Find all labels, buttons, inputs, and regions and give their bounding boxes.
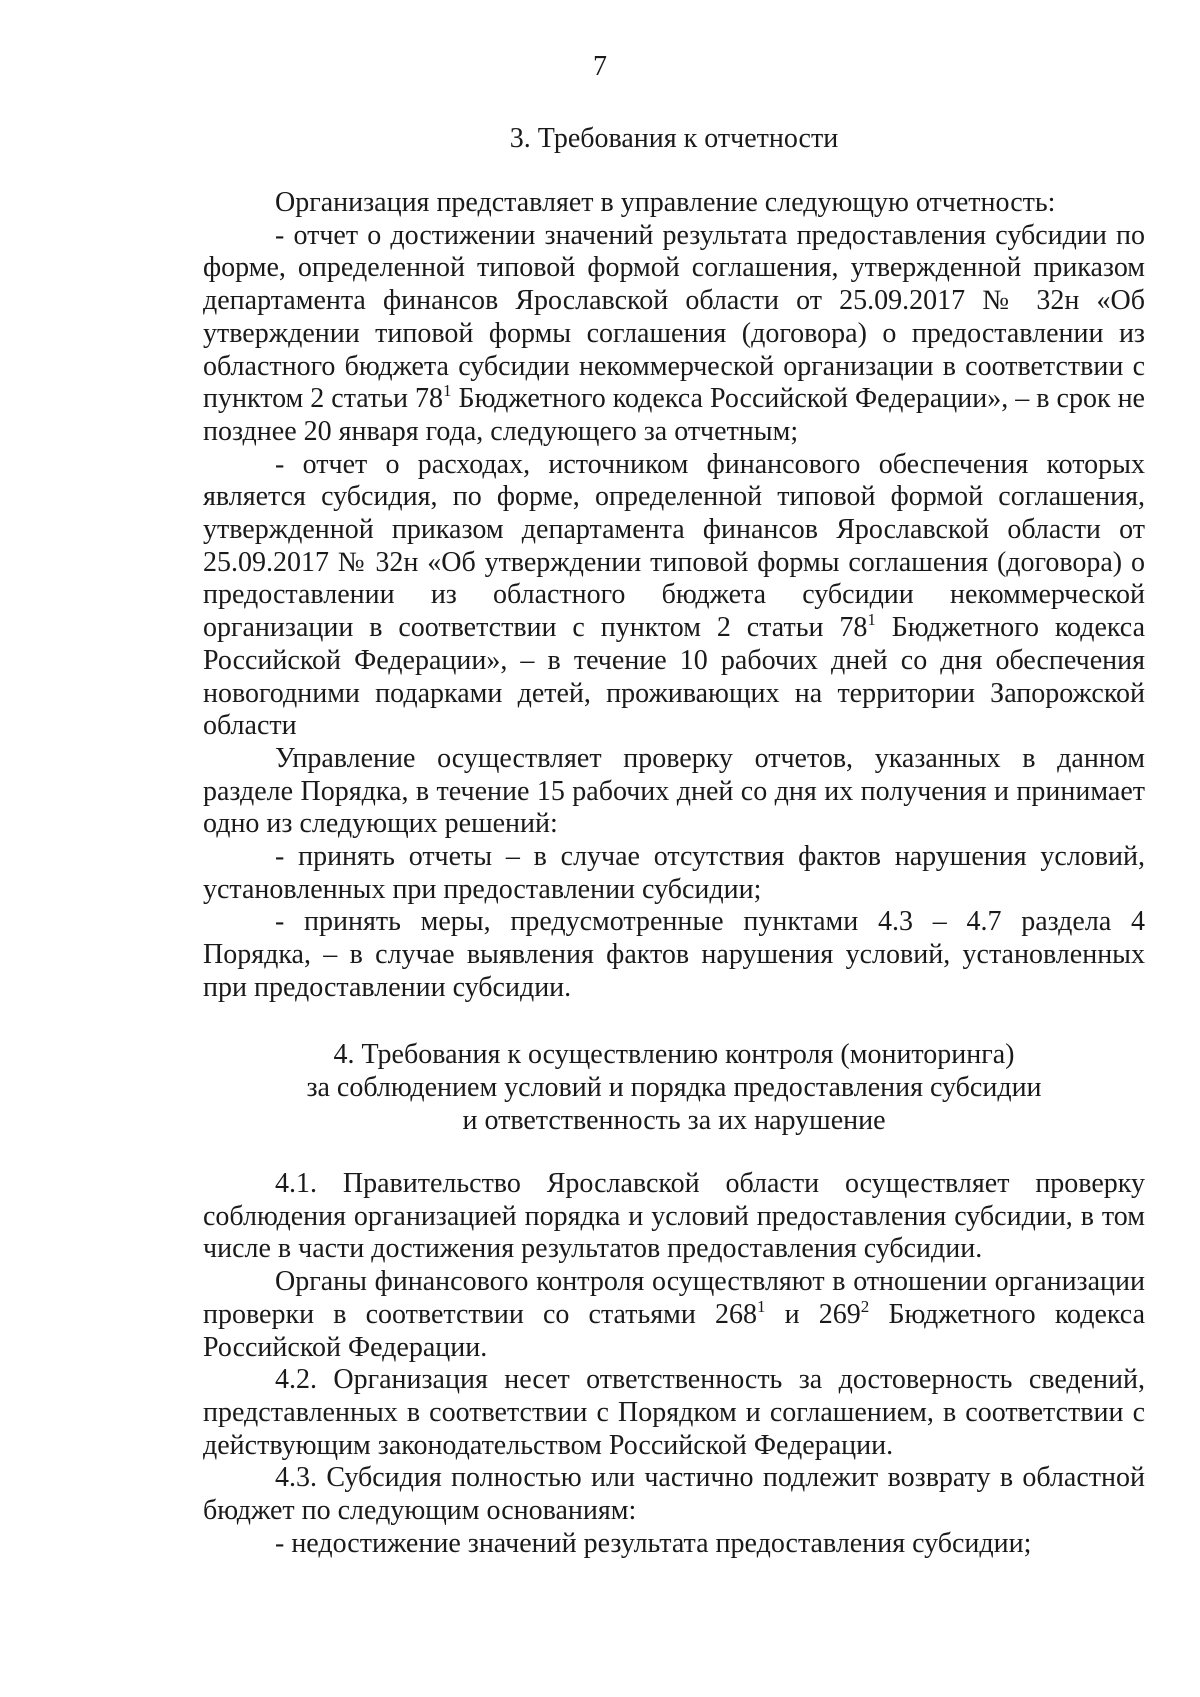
section-3-title	[160, 122, 1188, 155]
section-4-title	[160, 1038, 1188, 1137]
report-item-2	[203, 449, 1145, 743]
clause-4-1: 4.1. Правительство Ярославской области осуществляет проверку соблюдения организацией порядка и условий предоставления субсидии, в том числе в части достижения результатов предоставления субсидии.	[203, 1168, 1145, 1265]
report-item-1-text-a: - отчет о достижении значений результата предоставления субсидии по форме, определенной типовой формой соглашения, утвержденной приказом департамента финансов Ярославской области от 25.09.2017 № 32н «Об утверждении типовой формы соглашения (договора) о предоставлении из областного бюджета субсидии некоммерческой организации в соответствии с пунктом 2 статьи 78	[203, 219, 1145, 415]
report-item-1-text-b: Бюджетного кодекса Российской Федерации», – в срок не позднее 20 января года, следующего за отчетным;	[203, 383, 1145, 447]
section-3-body	[203, 187, 1145, 1005]
clause-4-2: 4.2. Организация несет ответственность за достоверность сведений, представленных в соответствии с Порядком и соглашением, в соответствии с действующим законодательством Российской Федерации.	[203, 1364, 1145, 1461]
report-item-1-sup: 1	[443, 381, 452, 401]
section-4-title-line-2: за соблюдением условий и порядка предоставления субсидии	[306, 1072, 1042, 1103]
clause-4-3-item-1: - недостижение значений результата предоставления субсидии;	[275, 1527, 1032, 1559]
clause-4-3: 4.3. Субсидия полностью или частично подлежит возврату в областной бюджет по следующим основаниям:	[203, 1462, 1145, 1527]
verification-paragraph: Управление осуществляет проверку отчетов, указанных в данном разделе Порядка, в течение 15 рабочих дней со дня их получения и принимает одно из следующих решений:	[203, 742, 1145, 840]
page-number: 7	[593, 51, 607, 82]
section-4-body	[203, 1168, 1145, 1560]
report-item-1	[203, 220, 1145, 449]
section-3-intro: Организация представляет в управление следующую отчетность:	[275, 187, 1056, 218]
clause-4-1b-sup-2: 2	[860, 1296, 870, 1316]
clause-4-1b-text-b: Бюджетного кодекса Российской Федерации.	[203, 1298, 1145, 1363]
clause-4-1-financial-control	[203, 1266, 1145, 1364]
report-item-2-text-a: - отчет о расходах, источником финансового обеспечения которых является субсидия, по форме, определенной типовой формой соглашения, утвержденной приказом департамента финансов Ярославской области от 25.09.2017 № 32н «Об утверждении типовой формы соглашения (договора) о предоставлении из областного бюджета субсидии некоммерческой организации в соответствии с пунктом 2 статьи 78	[203, 448, 1145, 644]
clause-4-1b-text-a: Органы финансового контроля осуществляют в отношении организации проверки в соответствии со статьями 268	[203, 1266, 1145, 1330]
clause-4-1b-text-mid: и 269	[765, 1298, 861, 1330]
clause-4-1b-sup-1: 1	[757, 1296, 766, 1316]
section-3-title-text: 3. Требования к отчетности	[509, 123, 839, 154]
section-4-title-line-3: и ответственность за их нарушение	[462, 1105, 886, 1136]
report-item-2-sup: 1	[867, 610, 876, 630]
decision-item-1: - принять отчеты – в случае отсутствия фактов нарушения условий, установленных при предоставлении субсидии;	[203, 841, 1145, 905]
decision-item-2: - принять меры, предусмотренные пунктами 4.3 – 4.7 раздела 4 Порядка, – в случае выявления фактов нарушения условий, установленных при предоставлении субсидии.	[203, 906, 1145, 1003]
report-item-2-text-b: Бюджетного кодекса Российской Федерации», – в течение 10 рабочих дней со дня обеспечения новогодними подарками детей, проживающих на территории Запорожской области	[203, 612, 1145, 742]
section-4-title-line-1: 4. Требования к осуществлению контроля (мониторинга)	[333, 1039, 1015, 1070]
